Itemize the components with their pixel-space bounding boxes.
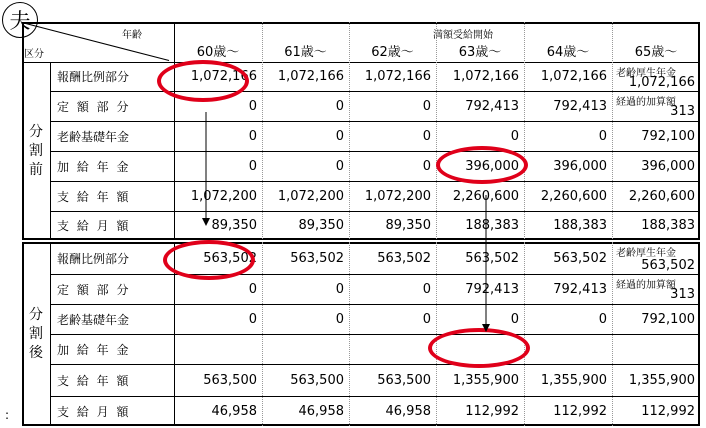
table-cell: 1,072,166 xyxy=(277,69,344,84)
table-cell: 0 xyxy=(422,281,431,297)
section-label-char: 分 xyxy=(29,123,43,140)
table-cell: 0 xyxy=(598,311,607,327)
table-cell: 396,000 xyxy=(641,158,695,174)
row-label: 支 給 年 額 xyxy=(57,189,131,204)
table-cell: 89,350 xyxy=(298,217,344,233)
table-cell: 792,413 xyxy=(553,98,607,114)
table-cell: 0 xyxy=(248,128,257,144)
footer-mark: : xyxy=(5,408,10,422)
table-cell: 396,000 xyxy=(465,158,519,174)
table-cell: 112,992 xyxy=(641,403,695,419)
table-cell: 0 xyxy=(335,158,344,174)
table-cell: 313 xyxy=(670,287,695,302)
row-label: 支 給 年 額 xyxy=(57,373,131,388)
table-cell: 0 xyxy=(335,98,344,114)
table-cell: 563,502 xyxy=(465,250,519,266)
table-cell: 0 xyxy=(335,281,344,297)
table-cell: 2,260,600 xyxy=(452,188,519,204)
table-cell: 563,502 xyxy=(377,250,431,266)
table-cell: 1,072,200 xyxy=(364,188,431,204)
table-cell: 0 xyxy=(422,128,431,144)
table-cell: 2,260,600 xyxy=(628,188,695,204)
table-cell: 188,383 xyxy=(641,217,695,233)
table-cell: 89,350 xyxy=(211,217,257,233)
table-cell: 1,072,166 xyxy=(364,69,431,84)
note-old-age-employee: 老齢厚生年金 xyxy=(616,248,676,259)
table-cell: 563,500 xyxy=(377,372,431,388)
table-cell: 0 xyxy=(510,311,519,327)
row-label: 報酬比例部分 xyxy=(57,70,130,84)
table-cell: 1,072,166 xyxy=(540,69,607,84)
table-cell: 0 xyxy=(422,158,431,174)
note-transitional-add: 経過的加算額 xyxy=(616,97,676,108)
table-cell: 2,260,600 xyxy=(540,188,607,204)
row-label: 定 額 部 分 xyxy=(57,99,131,114)
row-label: 加 給 年 金 xyxy=(57,159,131,174)
table-cell: 792,413 xyxy=(465,281,519,297)
row-label: 支 給 月 額 xyxy=(57,404,131,419)
section-label-char: 前 xyxy=(29,161,43,178)
row-label: 老齢基礎年金 xyxy=(57,312,130,327)
table-cell: 1,072,166 xyxy=(190,69,257,84)
table-cell: 1,355,900 xyxy=(628,372,695,388)
table-cell: 1,072,166 xyxy=(628,75,695,90)
table-cell: 563,502 xyxy=(553,250,607,266)
note-transitional-add: 経過的加算額 xyxy=(616,280,676,291)
note-old-age-employee: 老齢厚生年金 xyxy=(616,68,676,79)
table-cell: 396,000 xyxy=(553,158,607,174)
table-cell: 792,100 xyxy=(641,128,695,144)
section-label-char: 後 xyxy=(29,345,43,361)
table-cell: 313 xyxy=(670,104,695,119)
table-cell: 188,383 xyxy=(465,217,519,233)
table-cell: 0 xyxy=(598,128,607,144)
table-cell: 0 xyxy=(422,98,431,114)
age-column-header: 62歳～ xyxy=(371,44,414,60)
age-column-header: 64歳～ xyxy=(546,44,590,60)
row-label: 加 給 年 金 xyxy=(57,342,131,357)
table-cell: 1,355,900 xyxy=(452,372,519,388)
table-cell: 0 xyxy=(335,128,344,144)
table-cell: 46,958 xyxy=(298,403,344,419)
age-column-header: 65歳～ xyxy=(634,44,678,60)
table-cell: 563,502 xyxy=(203,250,257,266)
row-label: 老齢基礎年金 xyxy=(57,129,130,144)
table-cell: 1,072,200 xyxy=(277,188,344,204)
table-cell: 0 xyxy=(248,98,257,114)
spouse-label-badge: 夫 xyxy=(2,2,38,38)
table-cell: 1,072,166 xyxy=(452,69,519,84)
age-column-header: 60歳～ xyxy=(196,44,240,60)
full-pension-start-annotation: 満額受給開始 xyxy=(433,30,493,41)
section-label-char: 割 xyxy=(29,142,43,159)
row-label: 支 給 月 額 xyxy=(57,218,131,233)
table-cell: 112,992 xyxy=(465,403,519,419)
table-cell: 46,958 xyxy=(211,403,257,419)
table-cell: 0 xyxy=(422,311,431,327)
table-cell: 563,500 xyxy=(290,372,344,388)
table-cell: 188,383 xyxy=(553,217,607,233)
table-cell: 1,072,200 xyxy=(190,188,257,204)
table-cell: 563,500 xyxy=(203,372,257,388)
table-cell: 1,355,900 xyxy=(540,372,607,388)
table-cell: 0 xyxy=(248,311,257,327)
row-label: 報酬比例部分 xyxy=(57,251,130,266)
age-column-header: 63歳～ xyxy=(458,44,502,60)
table-cell: 89,350 xyxy=(385,217,431,233)
section-label-char: 割 xyxy=(29,326,43,342)
table-cell: 46,958 xyxy=(385,403,431,419)
row-label: 定 額 部 分 xyxy=(57,282,131,297)
header-kubun-label: 区分 xyxy=(24,49,44,60)
table-cell: 792,413 xyxy=(553,281,607,297)
table-cell: 0 xyxy=(510,128,519,144)
header-age-label: 年齢 xyxy=(122,30,142,41)
table-cell: 563,502 xyxy=(641,258,695,273)
table-cell: 792,100 xyxy=(641,311,695,327)
table-cell: 0 xyxy=(248,158,257,174)
table-cell: 0 xyxy=(335,311,344,327)
table-cell: 792,413 xyxy=(465,98,519,114)
table-cell: 112,992 xyxy=(553,403,607,419)
table-cell: 0 xyxy=(248,281,257,297)
section-label-char: 分 xyxy=(29,307,43,323)
table-cell: 563,502 xyxy=(290,250,344,266)
age-column-header: 61歳～ xyxy=(284,44,327,60)
